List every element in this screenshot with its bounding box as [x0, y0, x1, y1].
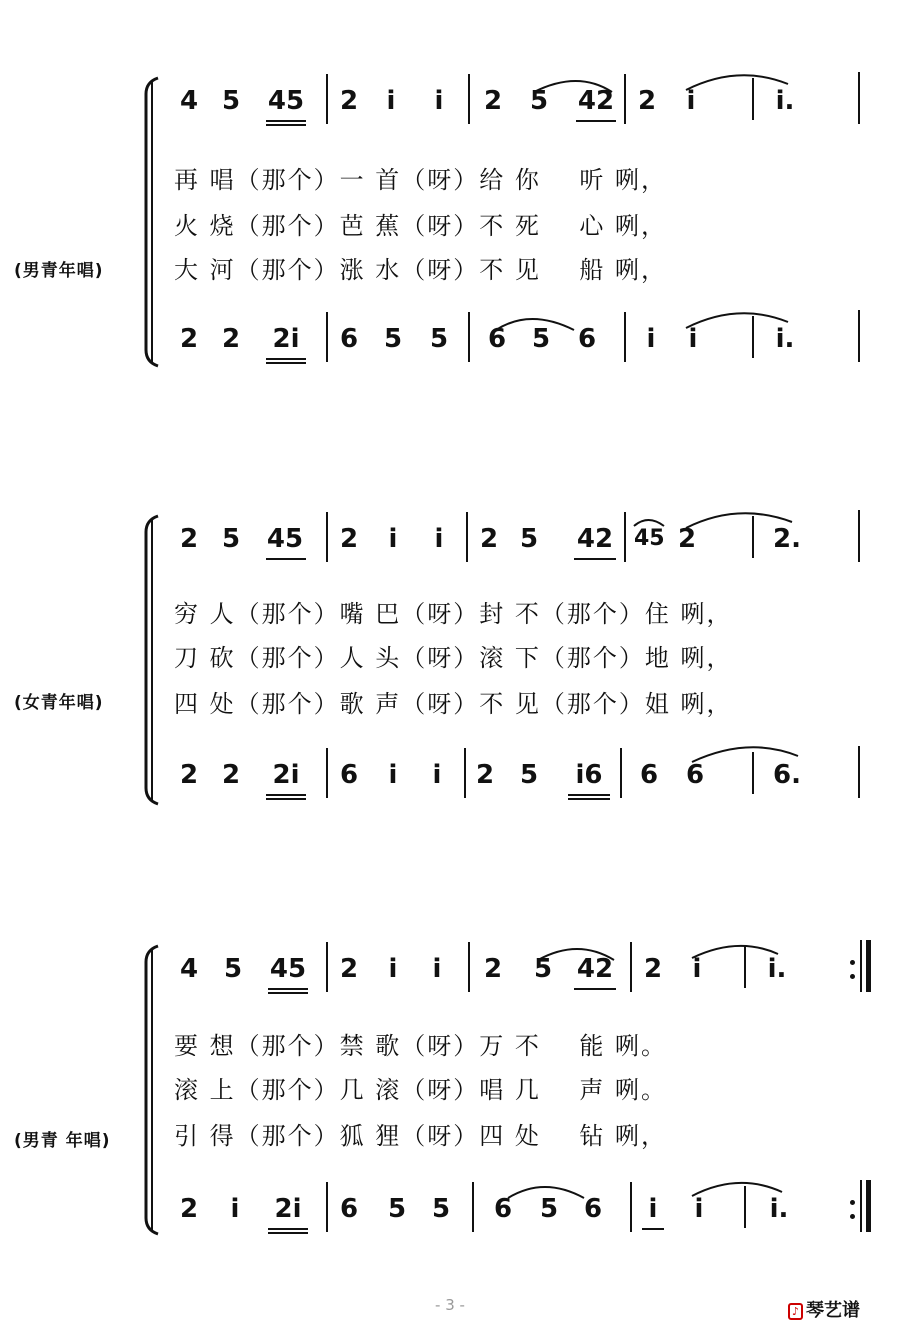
note: i [388, 954, 398, 984]
note: 2i [272, 760, 300, 790]
logo-text: 琴艺谱 [806, 1300, 861, 1321]
note: i [230, 1194, 240, 1224]
slur [178, 70, 878, 110]
note: 2 [179, 524, 199, 554]
slur [178, 1176, 878, 1216]
note: 2 [221, 760, 241, 790]
note: 2 [475, 760, 495, 790]
note: 6 [639, 760, 659, 790]
note: 6 [493, 1194, 513, 1224]
system-3 [0, 928, 900, 1238]
note: 2 [339, 524, 359, 554]
note: 2i [272, 324, 300, 354]
note: i [388, 524, 398, 554]
note: i [692, 954, 702, 984]
note: 5 [429, 324, 449, 354]
note: i. [767, 954, 787, 984]
note: 5 [223, 954, 243, 984]
note: 4 [179, 86, 199, 116]
note: 5 [531, 324, 551, 354]
note: i [432, 954, 442, 984]
note: 5 [533, 954, 553, 984]
note: 5 [221, 524, 241, 554]
lyric-line: 四 处（那个）歌 声（呀）不 见（那个）姐 咧， [174, 690, 733, 718]
note: 5 [539, 1194, 559, 1224]
note: i [694, 1194, 704, 1224]
note: 6. [773, 760, 801, 790]
note: 2 [339, 954, 359, 984]
note: 2 [179, 1194, 199, 1224]
note: 2 [637, 86, 657, 116]
page-number: - 3 - [435, 1296, 465, 1314]
note: i [434, 86, 444, 116]
note: 2 [483, 86, 503, 116]
note: i [688, 324, 698, 354]
slur [178, 938, 878, 978]
note: 2 [179, 760, 199, 790]
note: 2 [339, 86, 359, 116]
lyric-line: 穷 人（那个）嘴 巴（呀）封 不（那个）住 咧， [174, 600, 733, 628]
note: 45 [266, 524, 304, 554]
note: 42 [577, 86, 615, 116]
system-1 [0, 60, 900, 370]
note: 2i [274, 1194, 302, 1224]
brace-3 [140, 942, 162, 1242]
note: i [386, 86, 396, 116]
note: 5 [387, 1194, 407, 1224]
logo-icon: ♪ [788, 1303, 803, 1320]
note: i. [769, 1194, 789, 1224]
lyric-line: 大 河（那个）涨 水（呀）不 见 船 咧， [174, 256, 668, 284]
note: i6 [575, 760, 603, 790]
note: 6 [339, 324, 359, 354]
note: i [388, 760, 398, 790]
note: 6 [339, 1194, 359, 1224]
note: 2 [483, 954, 503, 984]
brace-1 [140, 74, 162, 374]
note: 2 [479, 524, 499, 554]
lyric-line: 要 想（那个）禁 歌（呀）万 不 能 咧。 [174, 1032, 668, 1060]
note: 42 [576, 524, 614, 554]
note: 4 [179, 954, 199, 984]
note: i [434, 524, 444, 554]
note: 5 [529, 86, 549, 116]
note: 6 [685, 760, 705, 790]
singer-label: (女青年唱) [14, 693, 104, 713]
note: i [686, 86, 696, 116]
note: 5 [383, 324, 403, 354]
lyric-line: 再 唱（那个）一 首（呀）给 你 听 咧， [174, 166, 668, 194]
note: 6 [583, 1194, 603, 1224]
note: 45 [267, 86, 305, 116]
singer-label: (男青 年唱) [14, 1131, 111, 1151]
note: 2 [221, 324, 241, 354]
slur [178, 308, 878, 348]
lyric-line: 刀 砍（那个）人 头（呀）滚 下（那个）地 咧， [174, 644, 733, 672]
note: i [646, 324, 656, 354]
note: 42 [576, 954, 614, 984]
lyric-line: 引 得（那个）狐 狸（呀）四 处 钻 咧， [174, 1122, 668, 1150]
lyric-line: 火 烧（那个）芭 蕉（呀）不 死 心 咧， [174, 212, 668, 240]
note: 6 [487, 324, 507, 354]
note: 45 [634, 526, 665, 551]
note: 45 [269, 954, 307, 984]
slur [178, 508, 878, 548]
site-logo [788, 1296, 860, 1322]
slur [178, 742, 878, 782]
singer-label: (男青年唱) [14, 261, 104, 281]
lyric-line: 滚 上（那个）几 滚（呀）唱 几 声 咧。 [174, 1076, 668, 1104]
note: 2 [643, 954, 663, 984]
note: 6 [339, 760, 359, 790]
system-2 [0, 498, 900, 808]
note: 6 [577, 324, 597, 354]
note: 5 [221, 86, 241, 116]
note: i. [775, 86, 795, 116]
brace-2 [140, 512, 162, 812]
note: 5 [431, 1194, 451, 1224]
note: i. [775, 324, 795, 354]
note: 2. [773, 524, 801, 554]
note: i [432, 760, 442, 790]
note: 5 [519, 760, 539, 790]
note: 2 [179, 324, 199, 354]
note: 5 [519, 524, 539, 554]
note: 2 [677, 524, 697, 554]
note: i [648, 1194, 658, 1224]
